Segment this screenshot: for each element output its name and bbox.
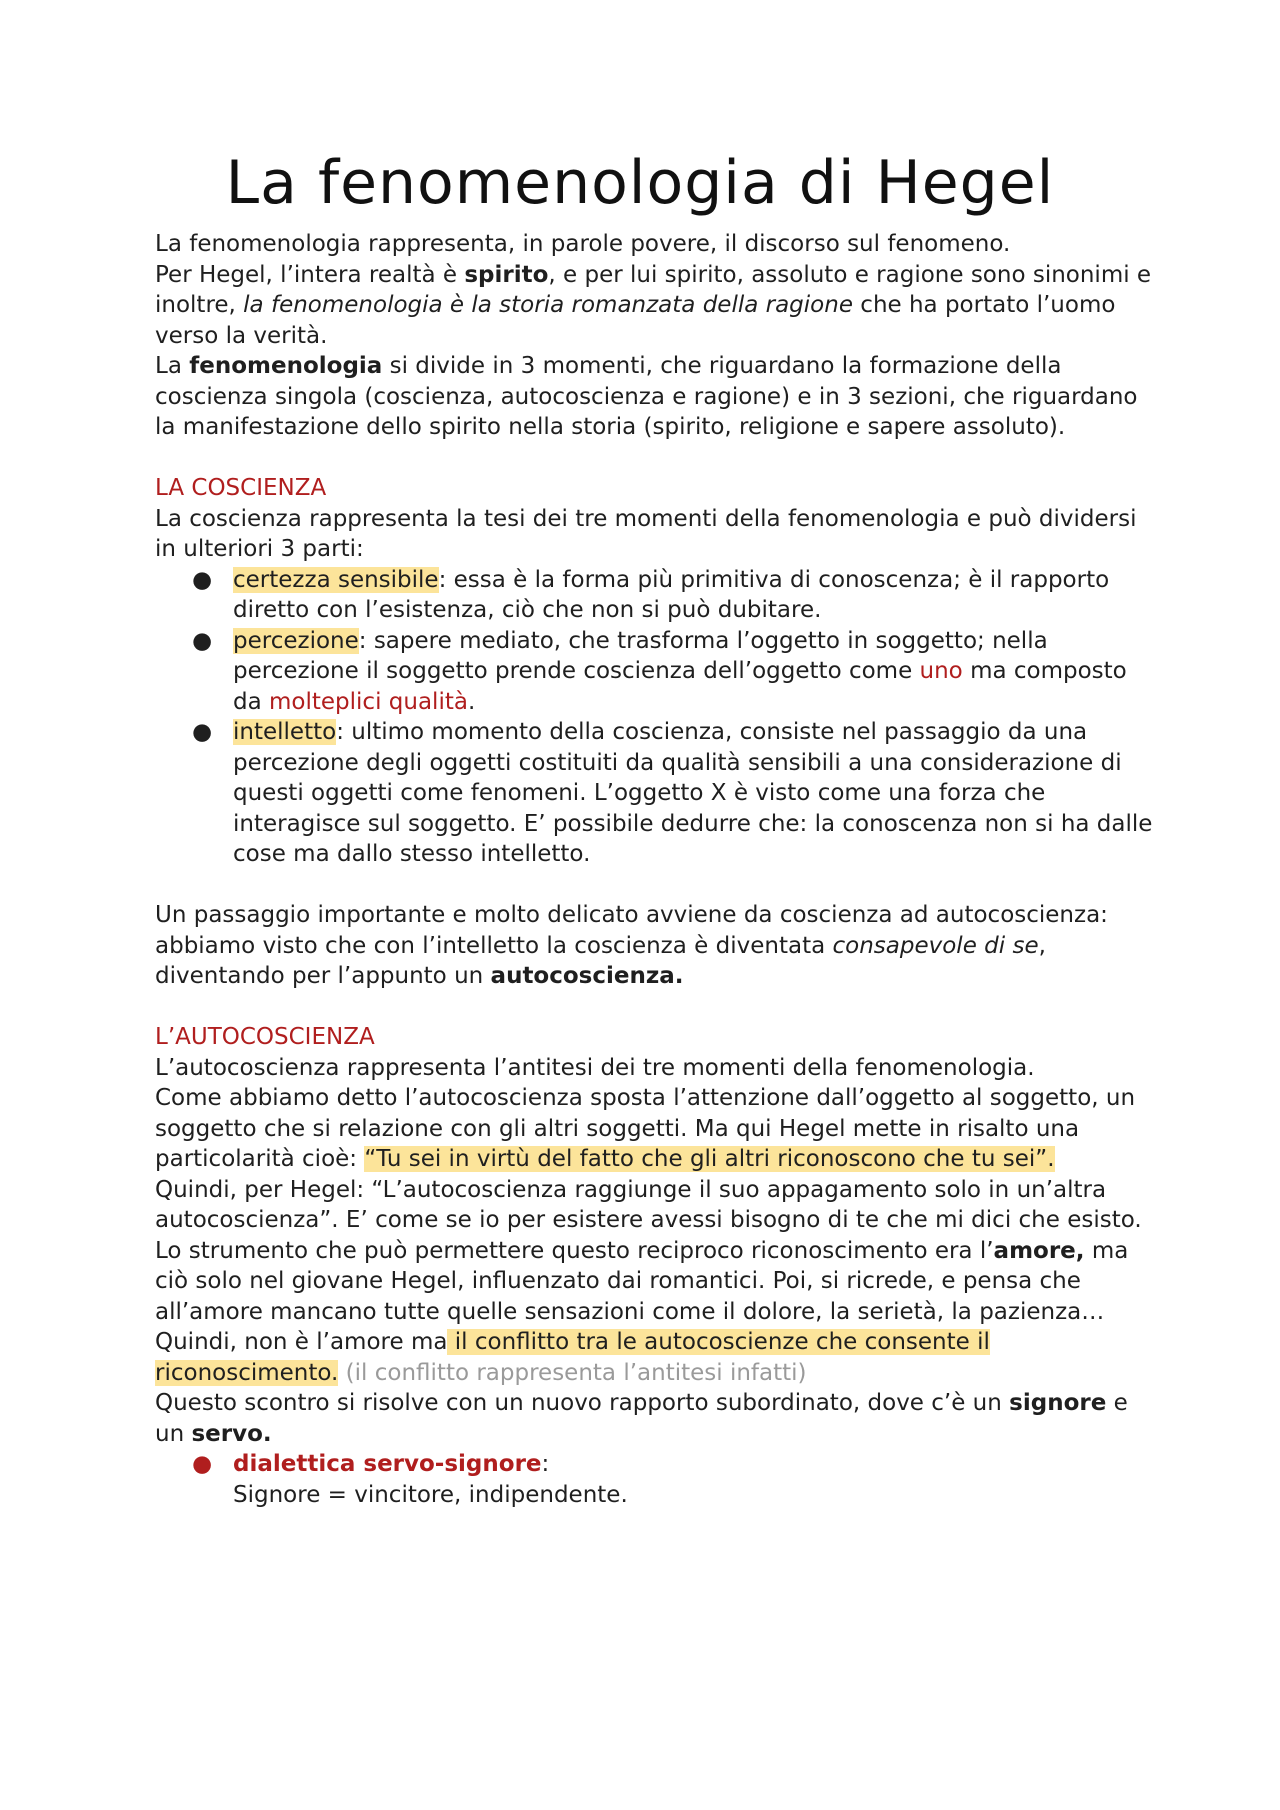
grey-note: (il conflitto rappresenta l’antitesi infatti): [338, 1359, 807, 1386]
autocoscienza-paragraph-1: L’autocoscienza rappresenta l’antitesi dei tre momenti della fenomenologia.: [155, 1054, 1035, 1081]
autocoscienza-paragraph-2: Come abbiamo detto l’autocoscienza sposta l’attenzione dall’oggetto al soggetto, un soggetto che si relazione con gli altri soggetti. Ma qui Hegel mette in risalto una particolarità cioè: “Tu sei in virtù del fatto che gli altri riconoscono che tu sei”.: [155, 1085, 1136, 1172]
coscienza-list: [155, 565, 1155, 870]
intro-paragraph-1: La fenomenologia rappresenta, in parole povere, il discorso sul fenomeno.: [155, 231, 1011, 257]
dialettica-list: [155, 1449, 1155, 1510]
autocoscienza-paragraph-5: Quindi, non è l’amore ma il conflitto tra le autocoscienze che consente il riconoscimento. (il conflitto rappresenta l’antitesi infatti): [155, 1329, 990, 1386]
bullet-icon: ●: [192, 627, 213, 654]
signore-definition: Signore = vincitore, indipendente.: [233, 1481, 628, 1508]
list-item: ● percezione: sapere mediato, che trasforma l’oggetto in soggetto; nella percezione il soggetto prende coscienza dell’oggetto come uno ma composto da molteplici qualità.: [192, 627, 1127, 715]
page-title: La fenomenologia di Hegel: [225, 148, 1055, 218]
highlighted-term: certezza sensibile: [233, 566, 439, 593]
italic-definition: la fenomenologia è la storia romanzata della ragione: [243, 292, 853, 318]
bold-servo: servo.: [191, 1420, 272, 1447]
bold-fenomenologia: fenomenologia: [189, 353, 383, 379]
intro-paragraph-3: La fenomenologia si divide in 3 momenti, che riguardano la formazione della coscienza singola (coscienza, autocoscienza e ragione) e in 3 sezioni, che riguardano la manifestazione dello spirito nella storia (spirito, religione e sapere assoluto).: [155, 353, 1138, 440]
highlighted-term: percezione: [233, 627, 359, 654]
coscienza-intro: La coscienza rappresenta la tesi dei tre momenti della fenomenologia e può dividersi in ulteriori 3 parti:: [155, 505, 1137, 562]
document-body: [155, 229, 1155, 1510]
list-item: ● intelletto: ultimo momento della coscienza, consiste nel passaggio da una percezione degli oggetti costituiti da qualità sensibili a una considerazione di questi oggetti come fenomeni. L’oggetto X è visto come una forza che interagisce sul soggetto. E’ possibile dedurre che: la conoscenza non si ha dalle cose ma dallo stesso intelletto.: [192, 719, 1153, 867]
autocoscienza-paragraph-6: Questo scontro si risolve con un nuovo rapporto subordinato, dove c’è un signore e un servo.: [155, 1390, 1128, 1447]
autocoscienza-paragraph-3: Quindi, per Hegel: “L’autocoscienza raggiunge il suo appagamento solo in un’altra autocoscienza”. E’ come se io per esistere avessi bisogno di te che mi dici che esisto.: [155, 1176, 1142, 1233]
bullet-icon: ●: [192, 719, 213, 745]
bold-signore: signore: [1009, 1390, 1107, 1416]
passage-paragraph: Un passaggio importante e molto delicato avviene da coscienza ad autocoscienza: abbiamo visto che con l’intelletto la coscienza è diventata consapevole di se, diventando per l’appunto un autocoscienza.: [155, 902, 1108, 989]
list-item: ● certezza sensibile: essa è la forma più primitiva di conoscenza; è il rapporto diretto con l’esistenza, ciò che non si può dubitare.: [192, 566, 1110, 623]
bold-amore: amore,: [993, 1237, 1085, 1264]
highlighted-term: intelletto: [233, 719, 337, 745]
bullet-icon: ●: [192, 1451, 213, 1477]
section-heading-autocoscienza: L’AUTOCOSCIENZA: [155, 1024, 375, 1050]
italic-consapevole: consapevole di se: [832, 932, 1039, 959]
red-word-uno: uno: [919, 658, 963, 684]
dialettica-term: dialettica servo-signore: [233, 1451, 542, 1477]
bold-autocoscienza: autocoscienza.: [490, 963, 684, 989]
intro-paragraph-2: Per Hegel, l’intera realtà è spirito, e per lui spirito, assoluto e ragione sono sinonimi e inoltre, la fenomenologia è la storia romanzata della ragione che ha portato l’uomo verso la verità.: [155, 261, 1152, 349]
highlighted-conflitto: il conflitto tra le autocoscienze che consente il riconoscimento.: [155, 1329, 990, 1386]
highlighted-quote: “Tu sei in virtù del fatto che gli altri riconoscono che tu sei”.: [364, 1146, 1055, 1172]
bullet-icon: ●: [192, 566, 213, 593]
autocoscienza-paragraph-4: Lo strumento che può permettere questo reciproco riconoscimento era l’amore, ma ciò solo nel giovane Hegel, influenzato dai romantici. Poi, si ricrede, e pensa che all’amore mancano tutte quelle sensazioni come il dolore, la serietà, la pazienza…: [155, 1237, 1129, 1325]
red-phrase-qualita: molteplici qualità: [269, 688, 468, 715]
section-heading-coscienza: LA COSCIENZA: [155, 475, 327, 501]
bold-spirito: spirito: [464, 261, 549, 288]
list-item: ● dialettica servo-signore: Signore = vincitore, indipendente.: [192, 1451, 628, 1508]
